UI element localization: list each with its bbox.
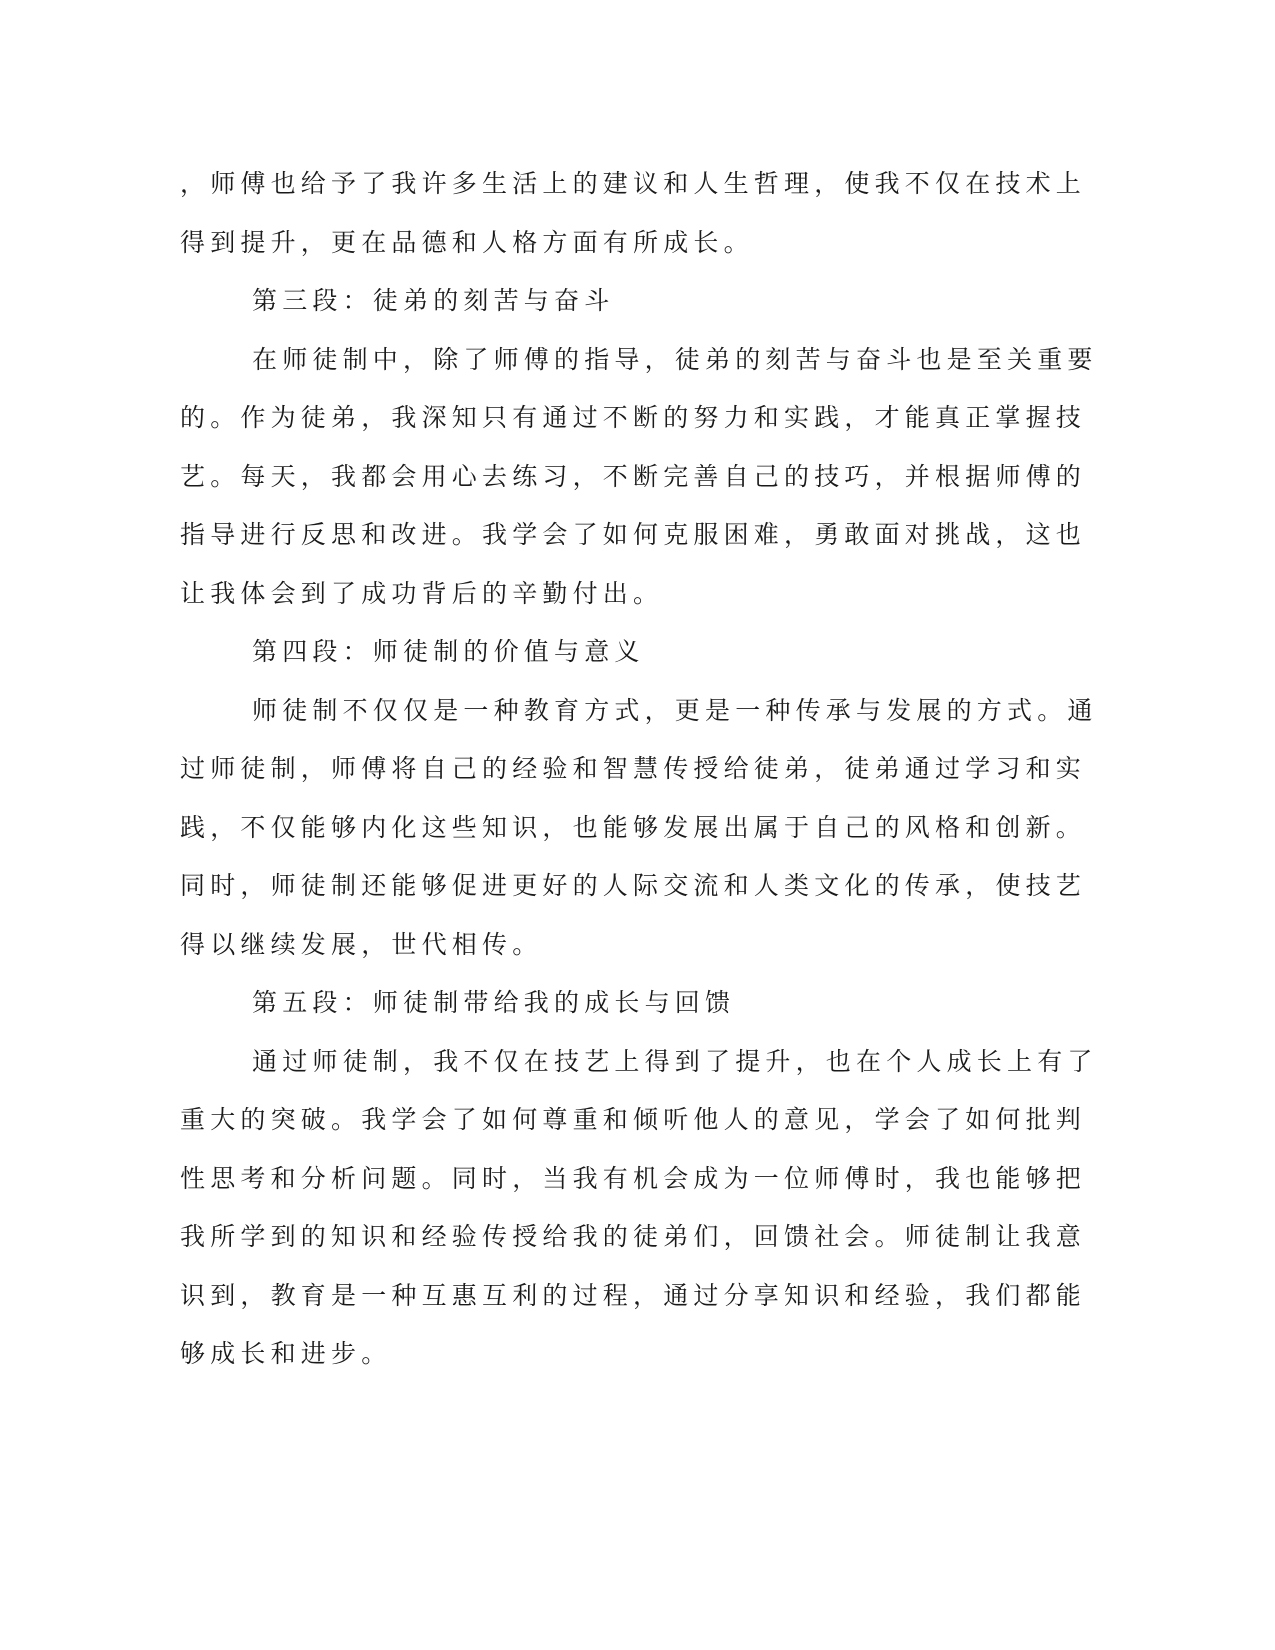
paragraph-line: 得以继续发展，世代相传。 (180, 929, 543, 959)
paragraph-line: 识到，教育是一种互惠互利的过程，通过分享知识和经验，我们都能 (180, 1280, 1087, 1310)
section-heading-3: 第三段：徒弟的刻苦与奋斗 (252, 286, 615, 315)
paragraph-line: ，师傅也给予了我许多生活上的建议和人生哲理，使我不仅在技术上 (180, 169, 1087, 198)
paragraph-line: 重大的突破。我学会了如何尊重和倾听他人的意见，学会了如何批判 (180, 1105, 1087, 1134)
paragraph-line: 够成长和进步。 (180, 1339, 392, 1368)
document-body (180, 155, 1098, 1384)
paragraph-line: 得到提升，更在品德和人格方面有所成长。 (180, 227, 754, 257)
section-heading-4: 第四段：师徒制的价值与意义 (252, 637, 645, 666)
paragraph-line: 师徒制不仅仅是一种教育方式，更是一种传承与发展的方式。通 (252, 695, 1098, 725)
paragraph-line: 性思考和分析问题。同时，当我有机会成为一位师傅时，我也能够把 (180, 1163, 1087, 1193)
paragraph-line: 让我体会到了成功背后的辛勤付出。 (180, 578, 664, 608)
section-heading-5: 第五段：师徒制带给我的成长与回馈 (252, 988, 736, 1017)
paragraph-line: 艺。每天，我都会用心去练习，不断完善自己的技巧，并根据师傅的 (180, 461, 1087, 491)
paragraph-line: 的。作为徒弟，我深知只有通过不断的努力和实践，才能真正掌握技 (180, 403, 1087, 432)
paragraph-line: 在师徒制中，除了师傅的指导，徒弟的刻苦与奋斗也是至关重要 (252, 344, 1098, 374)
paragraph-line: 指导进行反思和改进。我学会了如何克服困难，勇敢面对挑战，这也 (180, 520, 1087, 549)
paragraph-line: 过师徒制，师傅将自己的经验和智慧传授给徒弟，徒弟通过学习和实 (180, 754, 1087, 783)
paragraph-line: 我所学到的知识和经验传授给我的徒弟们，回馈社会。师徒制让我意 (180, 1222, 1087, 1251)
paragraph-line: 同时，师徒制还能够促进更好的人际交流和人类文化的传承，使技艺 (180, 871, 1087, 900)
paragraph-line: 践，不仅能够内化这些知识，也能够发展出属于自己的风格和创新。 (180, 812, 1087, 842)
paragraph-line: 通过师徒制，我不仅在技艺上得到了提升，也在个人成长上有了 (252, 1046, 1098, 1076)
